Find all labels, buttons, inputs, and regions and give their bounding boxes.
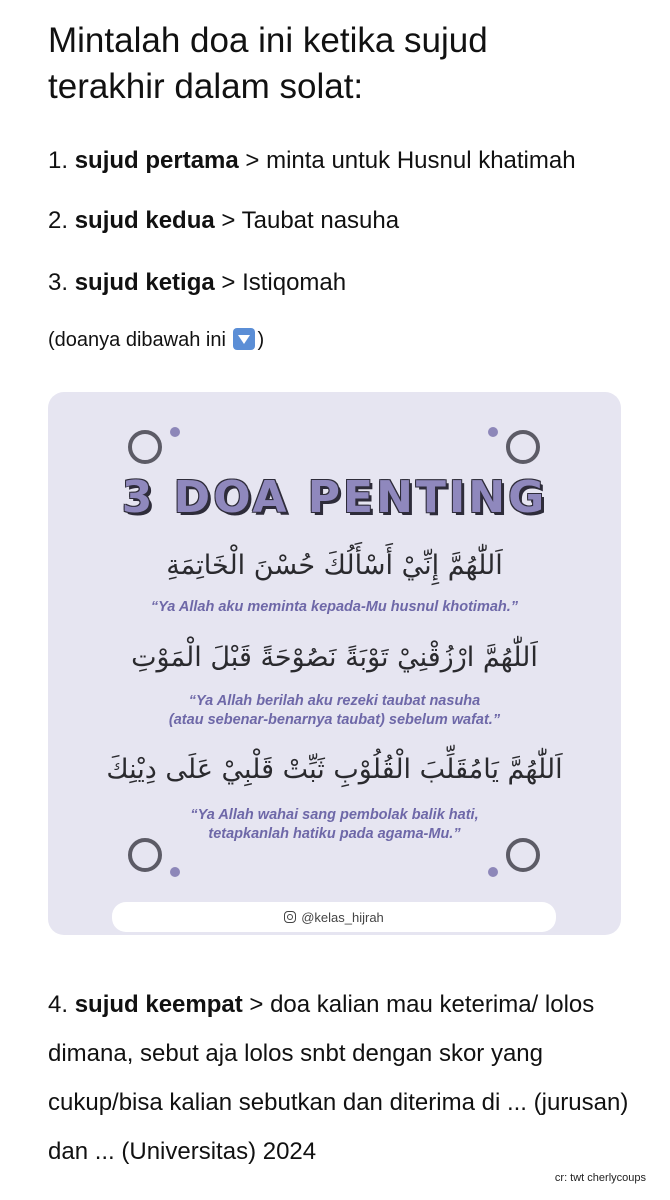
- translation-line: (atau sebenar-benarnya taubat) sebelum wafat.”: [168, 712, 501, 728]
- note-after: ): [257, 329, 265, 351]
- list-text: > doa kalian mau keterima/ lolos dimana, sebut aja lolos snbt dengan skor yang cukup/bisa kalian sebutkan dan diterima di ... (jurusan) dan ... (Universitas) 2024: [48, 991, 629, 1165]
- list-bold-label: sujud keempat: [74, 991, 243, 1018]
- translation-line: tetapkanlah hatiku pada agama-Mu.”: [208, 826, 461, 842]
- list-text: > minta untuk Husnul khatimah: [238, 147, 576, 174]
- card-title: 3 DOA PENTING: [121, 472, 548, 523]
- title-line-1: Mintalah doa ini ketika sujud: [48, 21, 488, 60]
- list-item-3: [48, 268, 346, 298]
- list-item-2: [48, 206, 399, 236]
- dot-decoration-icon: [170, 427, 180, 437]
- list-text: > Taubat nasuha: [214, 207, 400, 234]
- doa-arabic-3: اَللّٰهُمَّ يَامُقَلِّبَ الْقُلُوْبِ ثَبِّتْ قَلْبِيْ عَلَى دِيْنِكَ: [106, 754, 563, 785]
- note-text: [48, 326, 264, 354]
- instagram-handle: @kelas_hijrah: [301, 909, 384, 925]
- dot-decoration-icon: [170, 867, 180, 877]
- dot-decoration-icon: [488, 427, 498, 437]
- list-bold-label: sujud pertama: [74, 147, 239, 174]
- dot-decoration-icon: [488, 867, 498, 877]
- list-number: 2.: [48, 207, 69, 234]
- doa-arabic-2: اَللّٰهُمَّ ارْزُقْنِيْ تَوْبَةً نَصُوْحَةً قَبْلَ الْمَوْتِ: [131, 642, 538, 673]
- list-bold-label: sujud kedua: [74, 207, 215, 234]
- list-bold-label: sujud ketiga: [74, 269, 215, 296]
- doa-translation-1: [48, 598, 621, 617]
- list-text: > Istiqomah: [214, 269, 347, 296]
- instagram-icon: [284, 911, 296, 923]
- doa-translation-2: [48, 692, 621, 730]
- ring-decoration-icon: [506, 430, 540, 464]
- post-title: [48, 18, 648, 110]
- ring-decoration-icon: [128, 430, 162, 464]
- list-item-4: [48, 980, 638, 1176]
- instagram-handle-bar: [112, 902, 556, 932]
- translation-line: “Ya Allah berilah aku rezeki taubat nasuha: [188, 693, 481, 709]
- list-item-1: [48, 146, 576, 176]
- down-arrow-icon: [233, 328, 255, 350]
- title-line-2: terakhir dalam solat:: [48, 67, 364, 106]
- list-number: 3.: [48, 269, 69, 296]
- translation-line: “Ya Allah wahai sang pembolak balik hati,: [190, 807, 479, 823]
- doa-image-card: [48, 392, 621, 935]
- list-number: 1.: [48, 147, 69, 174]
- doa-translation-3: [48, 806, 621, 844]
- list-number: 4.: [48, 991, 69, 1018]
- note-before: (doanya dibawah ini: [48, 329, 232, 351]
- credit-text: cr: twt cherlycoups: [554, 1172, 646, 1184]
- translation-line: “Ya Allah aku meminta kepada-Mu husnul khotimah.”: [150, 599, 519, 615]
- doa-arabic-1: اَللّٰهُمَّ إِنِّيْ أَسْأَلُكَ حُسْنَ الْخَاتِمَةِ: [166, 550, 503, 581]
